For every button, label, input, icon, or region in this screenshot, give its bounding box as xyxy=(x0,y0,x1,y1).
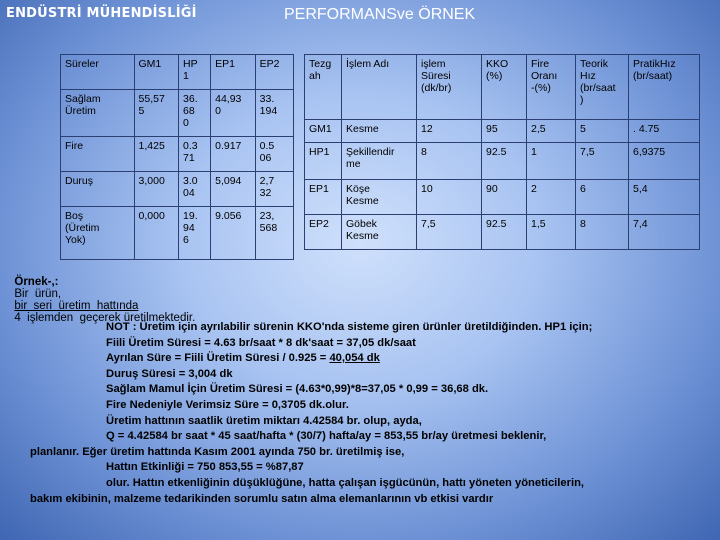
table-cell: EP2 xyxy=(305,215,342,250)
example-text-3: 4 işlemden geçerek üretilmektedir. xyxy=(14,312,196,324)
table-cell: 0.3 71 xyxy=(179,137,211,172)
note-line: Duruş Süresi = 3,004 dk xyxy=(106,367,233,380)
note-line: olur. Hattın etkenliğinin düşüklüğüne, hatta çalışan işgücünün, hattı yöneten yöneticilerin, xyxy=(106,476,585,489)
table-cell: HP1 xyxy=(305,143,342,180)
table-row xyxy=(305,143,700,180)
note-underlined-value: 40,054 dk xyxy=(329,352,380,365)
table-cell: 0.5 06 xyxy=(255,137,293,172)
table-cell: Şekillendir me xyxy=(342,143,417,180)
note-line: Fiili Üretim Süresi = 4.63 br/saat * 8 dk'saat = 37,05 dk/saat xyxy=(106,336,416,349)
table-cell: 90 xyxy=(482,180,527,215)
table-cell: 5,4 xyxy=(629,180,700,215)
note-line: planlanır. Eğer üretim hattında Kasım 2001 ayında 750 br. üretilmiş ise, xyxy=(30,445,405,458)
table-header-cell: HP 1 xyxy=(179,55,211,90)
table-cell: 1,5 xyxy=(527,215,576,250)
table-cell: 12 xyxy=(417,120,482,143)
table-cell: 92.5 xyxy=(482,143,527,180)
table-cell: 19. 94 6 xyxy=(179,207,211,260)
table-cell: 55,57 5 xyxy=(134,90,179,137)
table-row xyxy=(61,207,294,260)
table-cell: 1 xyxy=(527,143,576,180)
table-cell: 0.917 xyxy=(211,137,256,172)
table-cell: 7,5 xyxy=(417,215,482,250)
table-cell: Kesme xyxy=(342,120,417,143)
table-cell: 6,9375 xyxy=(629,143,700,180)
table-cell: 9.056 xyxy=(211,207,256,260)
table-cell: GM1 xyxy=(305,120,342,143)
table-cell: 0,000 xyxy=(134,207,179,260)
table-row xyxy=(305,120,700,143)
table-cell: Sağlam Üretim xyxy=(61,90,135,137)
table-header-cell: Teorik Hız (br/saat ) xyxy=(576,55,629,120)
table-cell: 6 xyxy=(576,180,629,215)
table-cell: 23, 568 xyxy=(255,207,293,260)
table-cell: 2,7 32 xyxy=(255,172,293,207)
table-row xyxy=(305,215,700,250)
table-header-row xyxy=(61,55,294,90)
table-cell: 2 xyxy=(527,180,576,215)
table-header-cell: Süreler xyxy=(61,55,135,90)
table-cell: Duruş xyxy=(61,172,135,207)
note-line: bakım ekibinin, malzeme tedarikinden sorumlu satın alma elemanlarının vb etkisi vardır xyxy=(30,492,494,505)
notes-block xyxy=(30,320,718,507)
note-line xyxy=(30,351,718,367)
table-row xyxy=(61,172,294,207)
table-cell: . 4.75 xyxy=(629,120,700,143)
operations-table xyxy=(304,54,700,250)
table-cell: 3,000 xyxy=(134,172,179,207)
table-cell: 1,425 xyxy=(134,137,179,172)
table-cell: 10 xyxy=(417,180,482,215)
example-prefix: Örnek-,: xyxy=(14,276,59,288)
durations-table xyxy=(60,54,294,260)
table-header-cell: EP2 xyxy=(255,55,293,90)
table-header-cell: KKO (%) xyxy=(482,55,527,120)
table-cell: EP1 xyxy=(305,180,342,215)
table-cell: Göbek Kesme xyxy=(342,215,417,250)
table-header-row xyxy=(305,55,700,120)
note-line: Q = 4.42584 br saat * 45 saat/hafta * (30/7) hafta/ay = 853,55 br/ay üretmesi beklenir, xyxy=(106,430,547,443)
table-header-cell: Tezg ah xyxy=(305,55,342,120)
note-line: Hattın Etkinliği = 750 853,55 = %87,87 xyxy=(106,461,304,474)
table-row xyxy=(305,180,700,215)
table-row xyxy=(61,90,294,137)
note-line: Sağlam Mamul İçin Üretim Süresi = (4.63*0,99)*8=37,05 * 0,99 = 36,68 dk. xyxy=(106,383,489,396)
table-cell: 5 xyxy=(576,120,629,143)
note-line: Üretim hattının saatlik üretim miktarı 4.42584 br. olup, ayda, xyxy=(106,414,422,427)
example-text-2: bir seri üretim hattında xyxy=(14,300,139,312)
table-cell: 8 xyxy=(576,215,629,250)
table-cell: 95 xyxy=(482,120,527,143)
table-cell: 92.5 xyxy=(482,215,527,250)
table-cell: Fire xyxy=(61,137,135,172)
table-header-cell: İşlem Adı xyxy=(342,55,417,120)
example-line xyxy=(8,264,195,324)
table-cell: 5,094 xyxy=(211,172,256,207)
table-cell: 44,93 0 xyxy=(211,90,256,137)
example-text-1: Bir ürün, xyxy=(14,288,62,300)
table-cell: Boş (Üretim Yok) xyxy=(61,207,135,260)
table-cell: 2,5 xyxy=(527,120,576,143)
table-cell: 7,5 xyxy=(576,143,629,180)
table-header-cell: Fire Oranı -(%) xyxy=(527,55,576,120)
note-line: Fire Nedeniyle Verimsiz Süre = 0,3705 dk.olur. xyxy=(106,398,349,411)
header-left-label: ENDÜSTRİ MÜHENDİSLİĞİ xyxy=(6,6,197,21)
table-header-cell: PratikHız (br/saat) xyxy=(629,55,700,120)
table-header-cell: EP1 xyxy=(211,55,256,90)
table-cell: Köşe Kesme xyxy=(342,180,417,215)
table-header-cell: GM1 xyxy=(134,55,179,90)
table-cell: 8 xyxy=(417,143,482,180)
table-cell: 33. 194 xyxy=(255,90,293,137)
table-cell: 36. 68 0 xyxy=(179,90,211,137)
table-cell: 3.0 04 xyxy=(179,172,211,207)
table-row xyxy=(61,137,294,172)
page-title: PERFORMANSve ÖRNEK xyxy=(284,6,476,23)
table-header-cell: işlem Süresi (dk/br) xyxy=(417,55,482,120)
note-line: NOT : Üretim için ayrılabilir sürenin KKO'nda sisteme giren ürünler üretildiğinden. HP1 için; xyxy=(106,321,593,333)
table-cell: 7,4 xyxy=(629,215,700,250)
note-text: Ayrılan Süre = Fiili Üretim Süresi / 0.925 = xyxy=(106,352,330,365)
